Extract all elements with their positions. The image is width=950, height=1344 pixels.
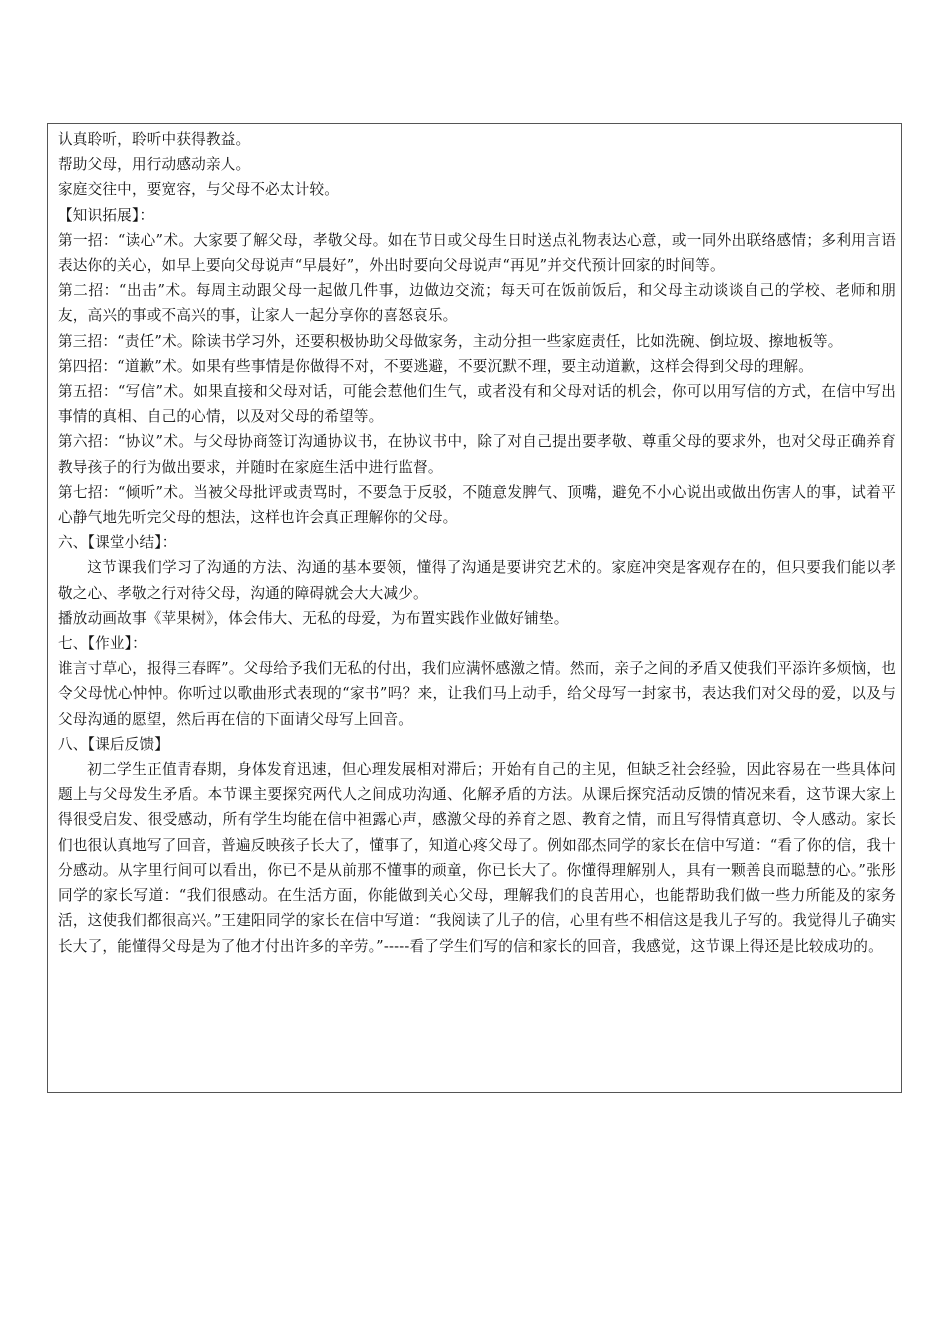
- tip-1: 第一招：“读心”术。大家要了解父母，孝敬父母。如在节日或父母生日时送点礼物表达心意，或一同外出联络感情；多利用言语表达你的关心，如早上要向父母说声“早晨好”，外出时要向父母说声“再见”并交代预计回家的时间等。: [58, 231, 896, 275]
- text-line: 家庭交往中，要宽容，与父母不必太计较。: [58, 181, 340, 199]
- tip-7: 第七招：“倾听”术。当被父母批评或责骂时，不要急于反驳，不随意发脾气、顶嘴，避免不小心说出或做出伤害人的事，试着平心静气地先听完父母的想法，这样也许会真正理解你的父母。: [58, 483, 896, 527]
- section-6-heading: 六、【课堂小结】：: [58, 534, 177, 552]
- section-7-heading: 七、【作业】：: [58, 635, 147, 653]
- text-line: 帮助父母，用行动感动亲人。: [58, 156, 251, 174]
- section-8-heading: 八、【课后反馈】: [58, 735, 170, 753]
- tip-2: 第二招：“出击”术。每周主动跟父母一起做几件事，边做边交流；每天可在饭前饭后，和父母主动谈谈自己的学校、老师和朋友，高兴的事或不高兴的事，让家人一起分享你的喜怒哀乐。: [58, 282, 896, 325]
- tip-5: 第五招：“写信”术。如果直接和父母对话，可能会惹他们生气，或者没有和父母对话的机会，你可以用写信的方式，在信中写出事情的真相、自己的心情，以及对父母的希望等。: [58, 383, 896, 426]
- tip-4: 第四招：“道歉”术。如果有些事情是你做得不对，不要逃避，不要沉默不理，要主动道歉，这样会得到父母的理解。: [58, 357, 814, 375]
- document-body: [58, 127, 896, 959]
- text-line: 认真聆听，聆听中获得教益。: [58, 131, 251, 148]
- section-8-paragraph: 初二学生正值青春期，身体发育迅速，但心理发展相对滞后；开始有自己的主见，但缺乏社会经验，因此容易在一些具体问题上与父母发生矛盾。本节课主要探究两代人之间成功沟通、化解矛盾的方法。从课后探究活动反馈的情况来看，这节课大家上得很受启发、很受感动，所有学生均能在信中袒露心声，感激父母的养育之恩、教育之情，而且写得情真意切、令人感动。家长们也很认真地写了回音，普遍反映孩子长大了，懂事了，知道心疼父母了。例如邵杰同学的家长在信中写道：“看了你的信，我十分感动。从字里行间可以看出，你已不是从前那不懂事的顽童，你已长大了。你懂得理解别人，具有一颗善良而聪慧的心。”张彤同学的家长写道：“我们很感动。在生活方面，你能做到关心父母，理解我们的良苦用心，也能帮助我们做一些力所能及的家务活，这使我们都很高兴。”王建阳同学的家长在信中写道：“我阅读了儿子的信，心里有些不相信这是我儿子写的。我觉得儿子确实长大了，能懂得父母是为了他才付出许多的辛劳。”-----看了学生们写的信和家长的回音，我感觉，这节课上得还是比较成功的。: [58, 761, 896, 955]
- knowledge-extension-heading: 【知识拓展】：: [58, 206, 155, 224]
- section-7-paragraph: 谁言寸草心，报得三春晖”。父母给予我们无私的付出，我们应满怀感激之情。然而，亲子之间的矛盾又使我们平添许多烦恼，也令父母忧心忡忡。你听过以歌曲形式表现的“家书”吗？来，让我们马上动手，给父母写一封家书，表达我们对父母的爱，以及与父母沟通的愿望，然后再在信的下面请父母写上回音。: [58, 660, 896, 728]
- section-6-paragraph: 这节课我们学习了沟通的方法、沟通的基本要领，懂得了沟通是要讲究艺术的。家庭冲突是客观存在的，但只要我们能以孝敬之心、孝敬之行对待父母，沟通的障碍就会大大减少。: [58, 559, 896, 602]
- tip-3: 第三招：“责任”术。除读书学习外，还要积极协助父母做家务，主动分担一些家庭责任，比如洗碗、倒垃圾、擦地板等。: [58, 332, 843, 350]
- tip-6: 第六招：“协议”术。与父母协商签订沟通协议书，在协议书中，除了对自己提出要孝敬、尊重父母的要求外，也对父母正确养育教导孩子的行为做出要求，并随时在家庭生活中进行监督。: [58, 433, 896, 476]
- section-6-line: 播放动画故事《苹果树》，体会伟大、无私的母爱，为布置实践作业做好铺垫。: [58, 609, 569, 627]
